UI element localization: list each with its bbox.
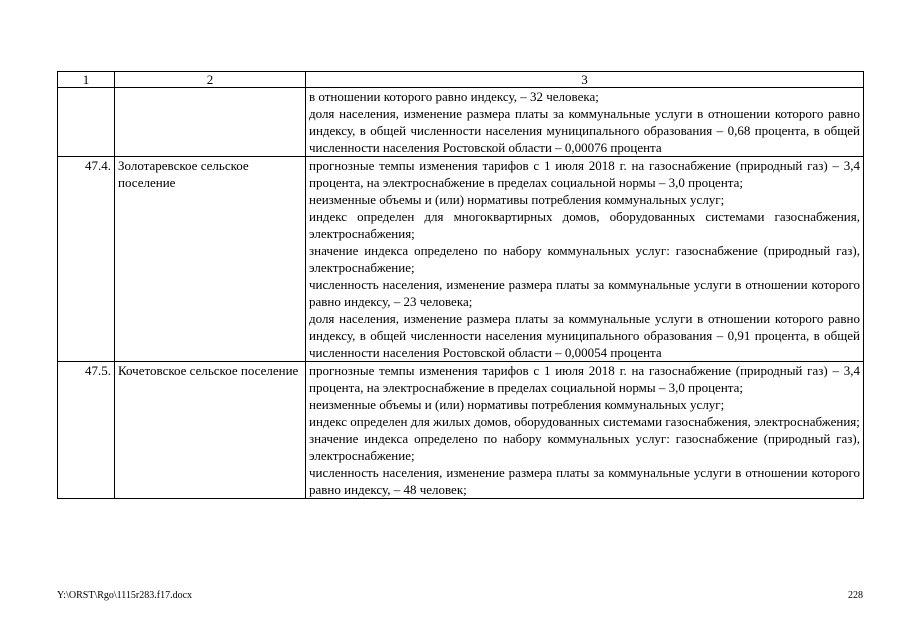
header-cell-2: 2 <box>115 72 306 88</box>
settlement-name-cell <box>115 88 306 157</box>
description-paragraph: индекс определен для жилых домов, оборудованных системами газоснабжения, электроснабжения; <box>309 414 860 429</box>
table-header-row <box>58 72 864 88</box>
table-row <box>58 88 864 157</box>
description-cell <box>306 88 864 157</box>
settlement-name-cell: Кочетовское сельское поселение <box>115 362 306 499</box>
row-number-cell: 47.5. <box>58 362 115 499</box>
header-cell-3: 3 <box>306 72 864 88</box>
description-cell <box>306 157 864 362</box>
description-paragraph: значение индекса определено по набору коммунальных услуг: газоснабжение (природный газ), электроснабжение; <box>309 431 860 463</box>
description-paragraph: в отношении которого равно индексу, – 32 человека; <box>309 89 599 104</box>
description-paragraph: доля населения, изменение размера платы за коммунальные услуги в отношении которого равно индексу, в общей численности населения муниципального образования – 0,91 процента, в общей численности населения Ростовской области – 0,00054 процента <box>309 311 860 360</box>
footer-file-path: Y:\ORST\Rgo\1115r283.f17.docx <box>57 590 193 601</box>
settlement-name-cell: Золотаревское сельское поселение <box>115 157 306 362</box>
description-paragraph: неизменные объемы и (или) нормативы потребления коммунальных услуг; <box>309 397 725 412</box>
row-number-cell: 47.4. <box>58 157 115 362</box>
description-paragraph: численность населения, изменение размера платы за коммунальные услуги в отношении которого равно индексу, – 23 человека; <box>309 277 860 309</box>
description-paragraph: неизменные объемы и (или) нормативы потребления коммунальных услуг; <box>309 192 725 207</box>
table-row <box>58 362 864 499</box>
description-cell <box>306 362 864 499</box>
description-paragraph: численность населения, изменение размера платы за коммунальные услуги в отношении которого равно индексу, – 48 человек; <box>309 465 860 497</box>
header-cell-1: 1 <box>58 72 115 88</box>
description-paragraph: доля населения, изменение размера платы за коммунальные услуги в отношении которого равно индексу, в общей численности населения муниципального образования – 0,68 процента, в общей численности населения Ростовской области – 0,00076 процента <box>309 106 860 155</box>
description-paragraph: прогнозные темпы изменения тарифов с 1 июля 2018 г. на газоснабжение (природный газ) – 3,4 процента, на электроснабжение в пределах социальной нормы – 3,0 процента; <box>309 158 860 190</box>
row-number-cell <box>58 88 115 157</box>
description-paragraph: индекс определен для многоквартирных домов, оборудованных системами газоснабжения, электроснабжения; <box>309 209 860 241</box>
description-paragraph: прогнозные темпы изменения тарифов с 1 июля 2018 г. на газоснабжение (природный газ) – 3,4 процента, на электроснабжение в пределах социальной нормы – 3,0 процента; <box>309 363 860 395</box>
document-table <box>57 71 864 499</box>
table-row <box>58 157 864 362</box>
table-body <box>58 72 864 499</box>
footer-page-number: 228 <box>848 590 863 601</box>
description-paragraph: значение индекса определено по набору коммунальных услуг: газоснабжение (природный газ), электроснабжение; <box>309 243 860 275</box>
